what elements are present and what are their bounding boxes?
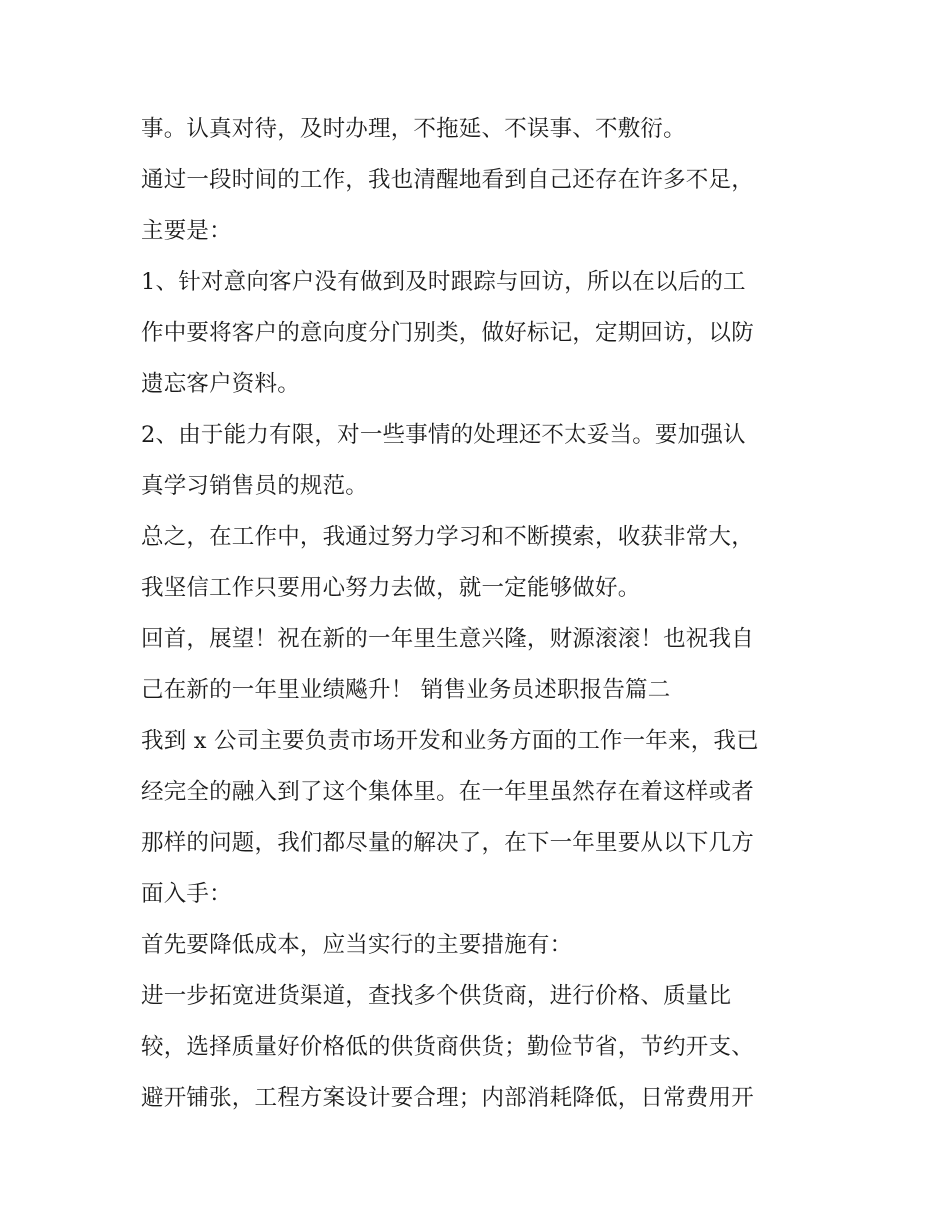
text-line: 主要是： — [141, 218, 232, 244]
text-line: 2、由于能力有限，对一些事情的处理还不太妥当。要加强认 — [141, 422, 746, 448]
text-line: 进一步拓宽进货渠道，查找多个供货商，进行价格、质量比 — [141, 983, 732, 1009]
text-line: 我到 x 公司主要负责市场开发和业务方面的工作一年来，我已 — [141, 728, 759, 754]
text-line: 经完全的融入到了这个集体里。在一年里虽然存在着这样或者 — [141, 779, 754, 805]
text-line: 避开铺张，工程方案设计要合理；内部消耗降低，日常费用开 — [141, 1085, 754, 1111]
text-line: 总之，在工作中，我通过努力学习和不断摸索，收获非常大， — [141, 524, 754, 550]
text-line: 己在新的一年里业绩飚升！ 销售业务员述职报告篇二 — [141, 677, 671, 703]
text-line: 我坚信工作只要用心努力去做，就一定能够做好。 — [141, 575, 641, 601]
text-line: 较，选择质量好价格低的供货商供货；勤俭节省，节约开支、 — [141, 1034, 754, 1060]
text-line: 真学习销售员的规范。 — [141, 473, 369, 499]
text-line: 遗忘客户资料。 — [141, 371, 300, 397]
text-line: 面入手： — [141, 881, 232, 907]
text-line: 首先要降低成本，应当实行的主要措施有： — [141, 932, 573, 958]
text-line: 作中要将客户的意向度分门别类，做好标记，定期回访，以防 — [141, 320, 754, 346]
text-line: 通过一段时间的工作，我也清醒地看到自己还存在许多不足， — [141, 167, 754, 193]
text-line: 事。认真对待，及时办理，不拖延、不误事、不敷衍。 — [141, 116, 686, 142]
text-line: 那样的问题，我们都尽量的解决了，在下一年里要从以下几方 — [141, 830, 754, 856]
document-body — [141, 104, 821, 1124]
text-line: 回首，展望！祝在新的一年里生意兴隆，财源滚滚！也祝我自 — [141, 626, 754, 652]
text-line: 1、针对意向客户没有做到及时跟踪与回访，所以在以后的工 — [141, 269, 746, 295]
